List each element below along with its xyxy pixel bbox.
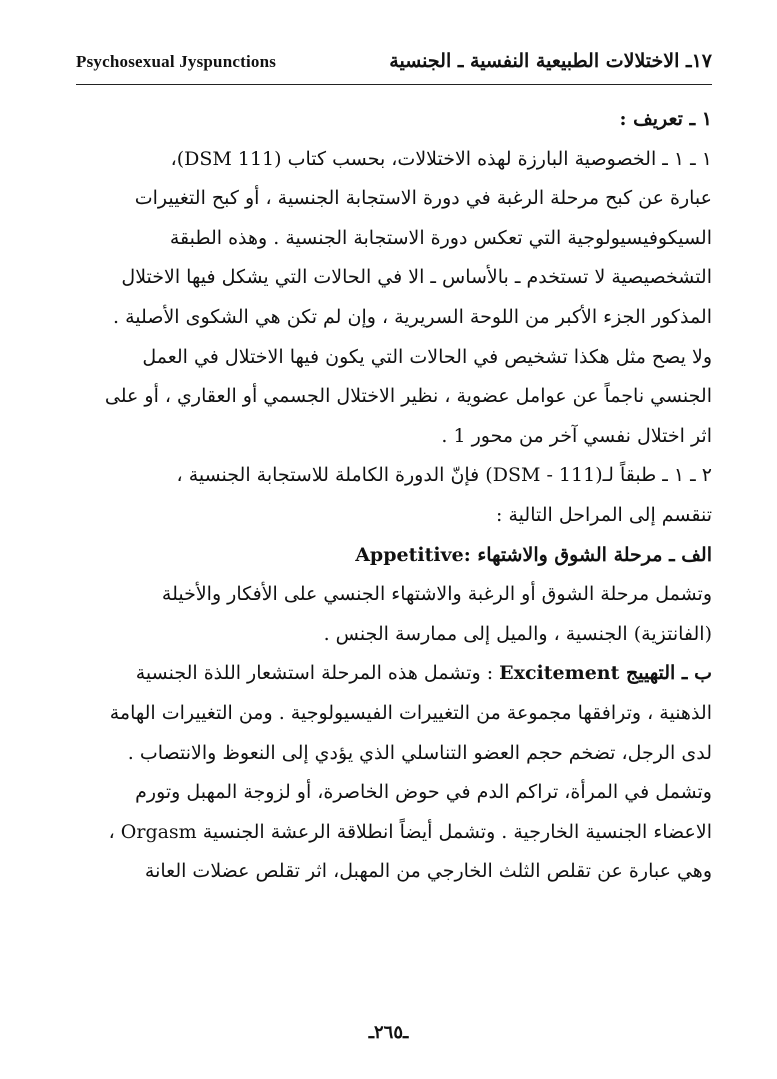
page-body — [70, 100, 712, 892]
phase-a-line: (الفانتزية) الجنسية ، والميل إلى ممارسة الجنس . — [323, 622, 712, 645]
phase-b-line: وهي عبارة عن تقلص الثلث الخارجي من المهبل، اثر تقلص عضلات العانة — [144, 860, 712, 883]
running-header — [76, 50, 712, 72]
phase-b-line: الذهنية ، وترافقها مجموعة من التغييرات الفيسيولوجية . ومن التغييرات الهامة — [109, 701, 712, 724]
section-heading: ١ ـ تعريف : — [619, 108, 712, 130]
header-title-english: Psychosexual Jyspunctions — [76, 52, 277, 71]
header-divider — [76, 84, 712, 85]
paragraph-1-line: السيكوفيسيولوجية التي تعكس دورة الاستجابة الجنسية . وهذه الطبقة — [169, 226, 712, 249]
page-number: ـ٢٦٥ـ — [368, 1022, 409, 1043]
paragraph-1-line: الجنسي ناجماً عن عوامل عضوية ، نظير الاختلال الجسمي أو العقاري ، أو على — [104, 385, 712, 408]
paragraph-1-line: المذكور الجزء الأكبر من اللوحة السريرية ، وإن لم تكن هي الشكوى الأصلية . — [113, 305, 712, 328]
phase-b-line: وتشمل في المرأة، تراكم الدم في حوض الخاصرة، أو لزوجة المهبل وتورم — [135, 781, 712, 804]
paragraph-2-line: ٢ ـ ١ ـ طبقاً لـ(DSM - 111) فإنّ الدورة الكاملة للاستجابة الجنسية ، — [176, 464, 712, 487]
phase-a-heading: الف ـ مرحلة الشوق والاشتهاء :Appetitive — [355, 543, 712, 566]
phase-b-first-line — [70, 654, 712, 694]
phase-b-lead-text: : وتشمل هذه المرحلة استشعار اللذة الجنسية — [135, 662, 500, 685]
phase-b-label: ب ـ التهييج Excitement — [499, 662, 712, 685]
paragraph-1-line: ولا يصح مثل هكذا تشخيص في الحالات التي يكون فيها الاختلال في العمل — [142, 345, 712, 368]
header-title-arabic: ١٧ـ الاختلالات الطبيعية النفسية ـ الجنسية — [389, 50, 712, 72]
paragraph-1-line: ١ ـ ١ ـ الخصوصية البارزة لهذه الاختلالات، بحسب كتاب (DSM 111)، — [170, 147, 712, 170]
paragraph-1-line: عبارة عن كبح مرحلة الرغبة في دورة الاستجابة الجنسية ، أو كبح التغييرات — [134, 187, 712, 210]
paragraph-2-line: تنقسم إلى المراحل التالية : — [496, 503, 712, 526]
phase-b-line: لدى الرجل، تضخم حجم العضو التناسلي الذي يؤدي إلى النعوظ والانتصاب . — [127, 741, 712, 764]
phase-b-line: الاعضاء الجنسية الخارجية . وتشمل أيضاً انطلاقة الرعشة الجنسية Orgasm ، — [108, 820, 712, 843]
paragraph-1-line: اثر اختلال نفسي آخر من محور 1 . — [441, 424, 712, 447]
paragraph-1-line: التشخصيصية لا تستخدم ـ بالأساس ـ الا في الحالات التي يشكل فيها الاختلال — [121, 266, 712, 289]
phase-a-line: وتشمل مرحلة الشوق أو الرغبة والاشتهاء الجنسي على الأفكار والأخيلة — [161, 583, 712, 606]
